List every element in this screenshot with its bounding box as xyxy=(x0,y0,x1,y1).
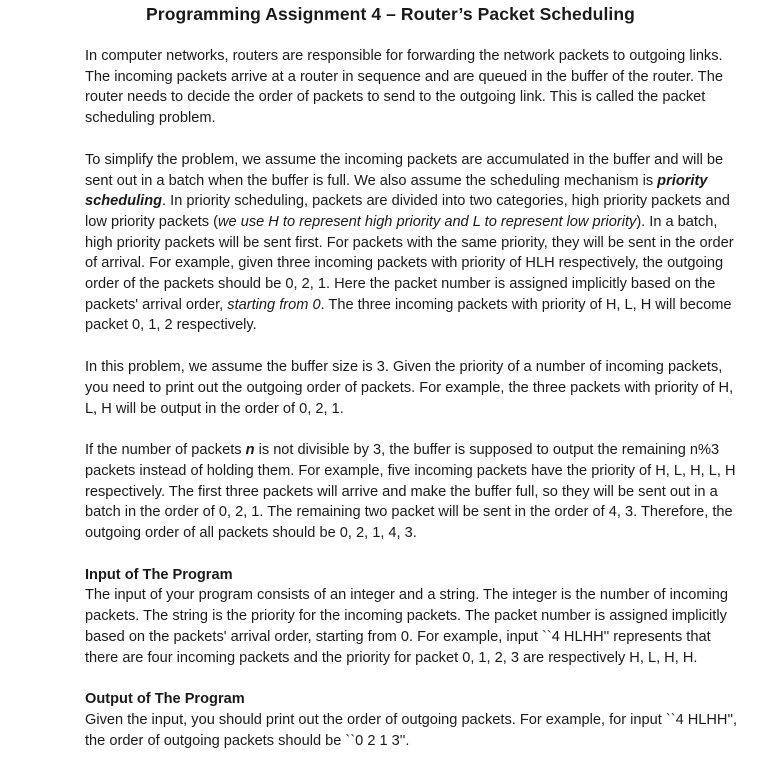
text-run: is not divisible by 3, the buffer is supposed to output the remaining n%3 packets instead of holding them. For example, five incoming packets have the priority of H, L, H, L, H respectively. The first three packets will arrive and make the buffer full, so they will be sent out in a batch in the order of 0, 2, 1. The remaining two packet will be sent in the order of 4, 3. Therefore, the outgoing order of all packets should be 0, 2, 1, 4, 3. xyxy=(85,442,736,542)
text-run: . In priority scheduling, packets are divided into two categories, high priority packets and low priority packets ( xyxy=(85,193,730,230)
text-run: . The three incoming packets with priority of H, L, H will become packet 0, 1, 2 respectively. xyxy=(85,296,732,334)
text-run: ). In a batch, high priority packets will be sent first. For packets with the same priority, they will be sent in the order of arrival. For example, given three incoming packets with priority of HLH respectively, the outgoing order of the packets should be 0, 2, 1. Here the packet number is assigned implicitly based on the packets' arrival order, xyxy=(85,213,734,313)
emphasis-starting-from-0: starting from 0 xyxy=(227,296,321,313)
priority-scheduling-paragraph xyxy=(85,150,747,336)
text-run: To simplify the problem, we assume the incoming packets are accumulated in the buffer and will be sent out in a batch when the buffer is full. We also assume the scheduling mechanism is xyxy=(85,151,724,189)
text-run: If the number of packets xyxy=(85,442,246,459)
emphasis-n: n xyxy=(245,442,255,459)
remainder-paragraph xyxy=(85,440,747,544)
document-body xyxy=(85,46,747,751)
output-description: Given the input, you should print out the order of outgoing packets. For example, for input ``4 HLHH'', the order of outgoing packets should be ``0 2 1 3''. xyxy=(85,711,738,749)
emphasis-priority-scheduling: priority scheduling xyxy=(85,172,708,210)
emphasis-hl-note: we use H to represent high priority and L to represent low priority xyxy=(218,213,637,230)
input-description: The input of your program consists of an integer and a string. The integer is the number of incoming packets. The string is the priority for the incoming packets. The packet number is assigned implicitly based on the packets' arrival order, starting from 0. For example, input ``4 HLHH'' represents that there are four incoming packets and the priority for packet 0, 1, 2, 3 are respectively H, L, H, H. xyxy=(85,587,729,666)
intro-paragraph: In computer networks, routers are responsible for forwarding the network packets to outgoing links. The incoming packets arrive at a router in sequence and are queued in the buffer of the router. The router needs to decide the order of packets to send to the outgoing link. This is called the packet scheduling problem. xyxy=(85,48,723,127)
output-heading: Output of The Program xyxy=(85,691,245,708)
input-heading: Input of The Program xyxy=(85,566,233,583)
page-title: Programming Assignment 4 – Router’s Packet Scheduling xyxy=(146,4,635,24)
buffer-size-paragraph: In this problem, we assume the buffer size is 3. Given the priority of a number of incoming packets, you need to print out the outgoing order of packets. For example, the three packets with priority of H, L, H will be output in the order of 0, 2, 1. xyxy=(85,359,734,417)
